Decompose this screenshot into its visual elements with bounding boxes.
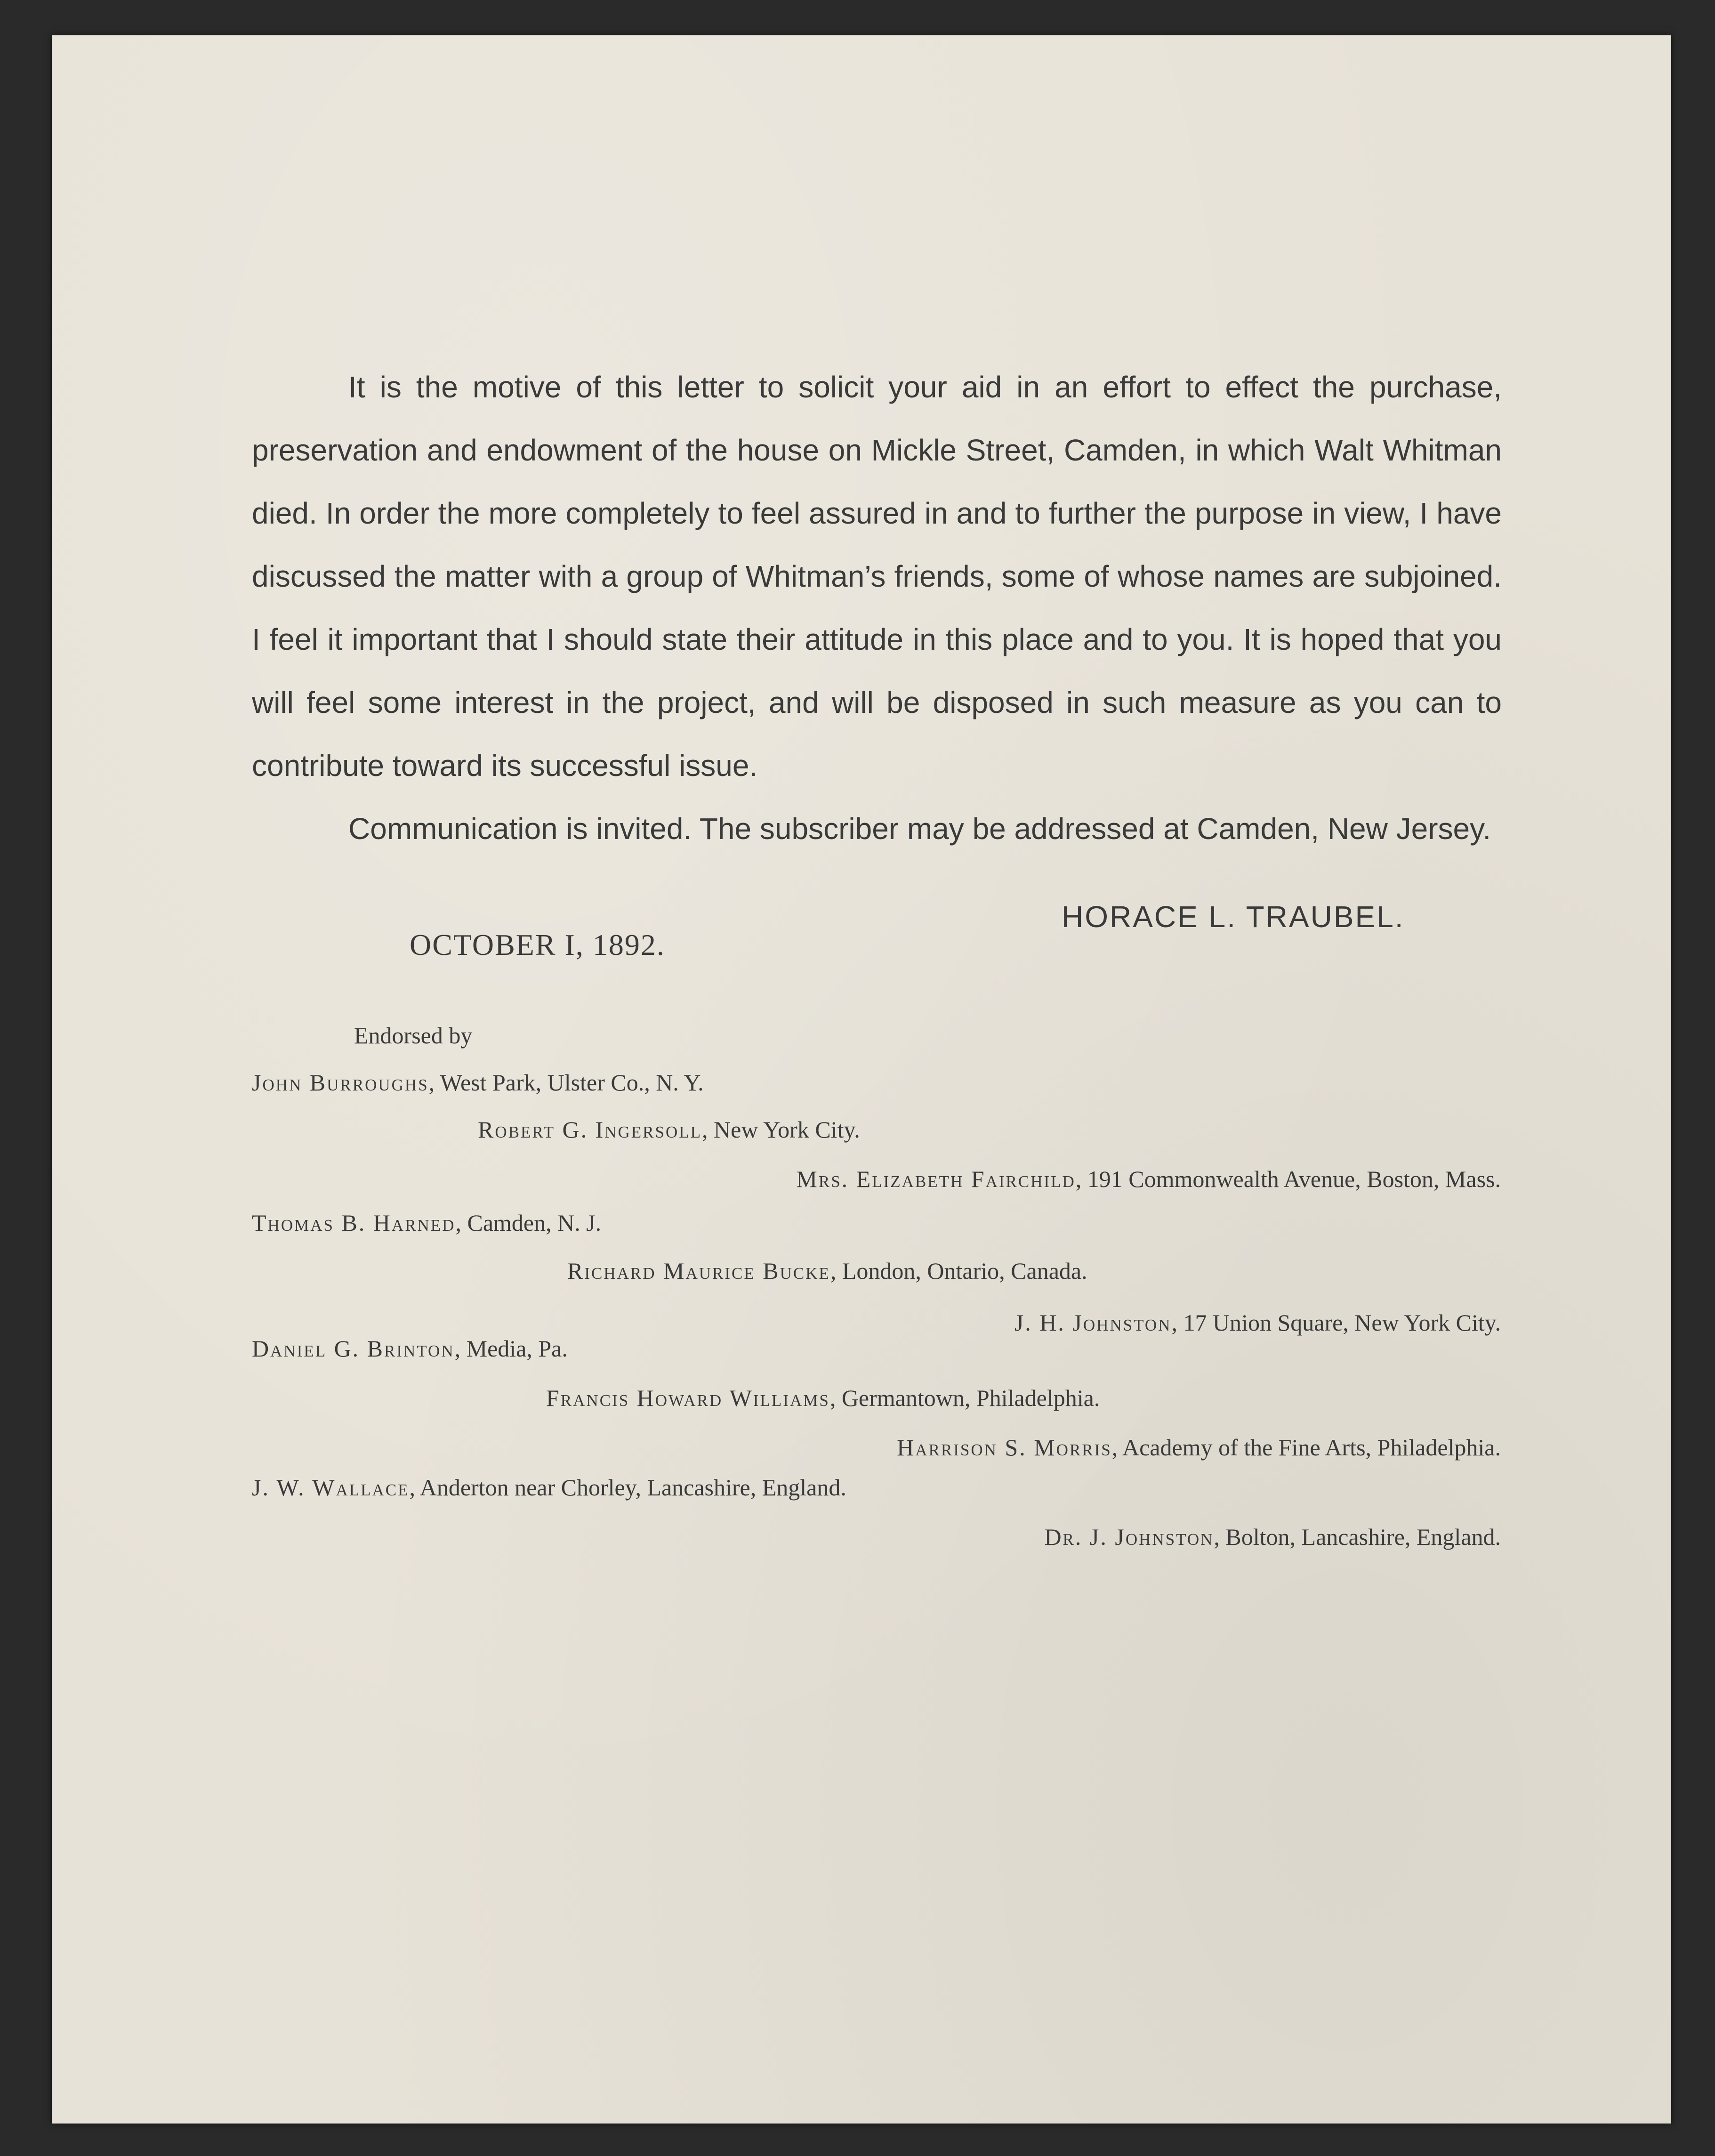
endorser-name: Richard Maurice Bucke <box>567 1258 830 1284</box>
endorser-place: , New York City. <box>702 1116 860 1143</box>
endorser <box>252 1474 846 1501</box>
endorser-place: , 191 Commonwealth Avenue, Boston, Mass. <box>1075 1166 1501 1192</box>
endorser <box>1015 1309 1501 1336</box>
endorser <box>796 1165 1501 1193</box>
endorser <box>546 1384 1100 1412</box>
endorser-place: , Bolton, Lancashire, England. <box>1214 1524 1501 1550</box>
endorser <box>252 1069 704 1096</box>
endorser <box>567 1257 1087 1284</box>
endorser-place: , Anderton near Chorley, Lancashire, England. <box>409 1474 846 1501</box>
endorser-place: , West Park, Ulster Co., N. Y. <box>428 1069 704 1096</box>
endorser-name: Harrison S. Morris <box>897 1434 1112 1461</box>
endorser-name: Mrs. Elizabeth Fairchild <box>796 1166 1076 1192</box>
signature: HORACE L. TRAUBEL. <box>1062 900 1405 934</box>
endorser-name: Dr. J. Johnston <box>1044 1524 1214 1550</box>
endorser <box>897 1434 1501 1461</box>
endorser <box>1044 1523 1501 1550</box>
endorser-name: Robert G. Ingersoll <box>478 1116 702 1143</box>
endorser-name: Francis Howard Williams <box>546 1385 830 1411</box>
endorser-name: Thomas B. Harned <box>252 1210 456 1236</box>
endorser-name: J. H. Johnston <box>1014 1309 1172 1336</box>
endorser-place: , Germantown, Philadelphia. <box>829 1385 1100 1411</box>
endorser-name: Daniel G. Brinton <box>252 1335 455 1362</box>
endorser-name: J. W. Wallace <box>252 1474 410 1501</box>
endorser <box>252 1209 601 1236</box>
endorser <box>252 1335 568 1362</box>
letter-paragraph: Communication is invited. The subscriber may be addressed at Camden, New Jersey. <box>348 812 1491 846</box>
endorser-place: , Camden, N. J. <box>455 1210 602 1236</box>
endorsed-label: Endorsed by <box>354 1022 473 1049</box>
letter-paragraph: It is the motive of this letter to solicit your aid in an effort to effect the purchase, preservation and endowment of the house on Mickle Street, Camden, in which Walt Whitman died. In order the more completely to feel assured in and to further the purpose in view, I have discussed the matter with a group of Whitman’s friends, some of whose names are subjoined. I feel it important that I should state their attitude in this place and to you. It is hoped that you will feel some interest in the project, and will be disposed in such measure as you can to contribute toward its successful issue. <box>252 370 1502 783</box>
letter-date: OCTOBER I, 1892. <box>410 928 665 961</box>
endorser-place: , 17 Union Square, New York City. <box>1171 1309 1501 1336</box>
endorser-place: , Academy of the Fine Arts, Philadelphia. <box>1111 1434 1501 1461</box>
endorser-name: John Burroughs <box>252 1069 429 1096</box>
letter-body <box>252 355 1502 860</box>
endorser-place: , Media, Pa. <box>454 1335 568 1362</box>
endorser-place: , London, Ontario, Canada. <box>830 1258 1087 1284</box>
endorser <box>478 1116 860 1143</box>
